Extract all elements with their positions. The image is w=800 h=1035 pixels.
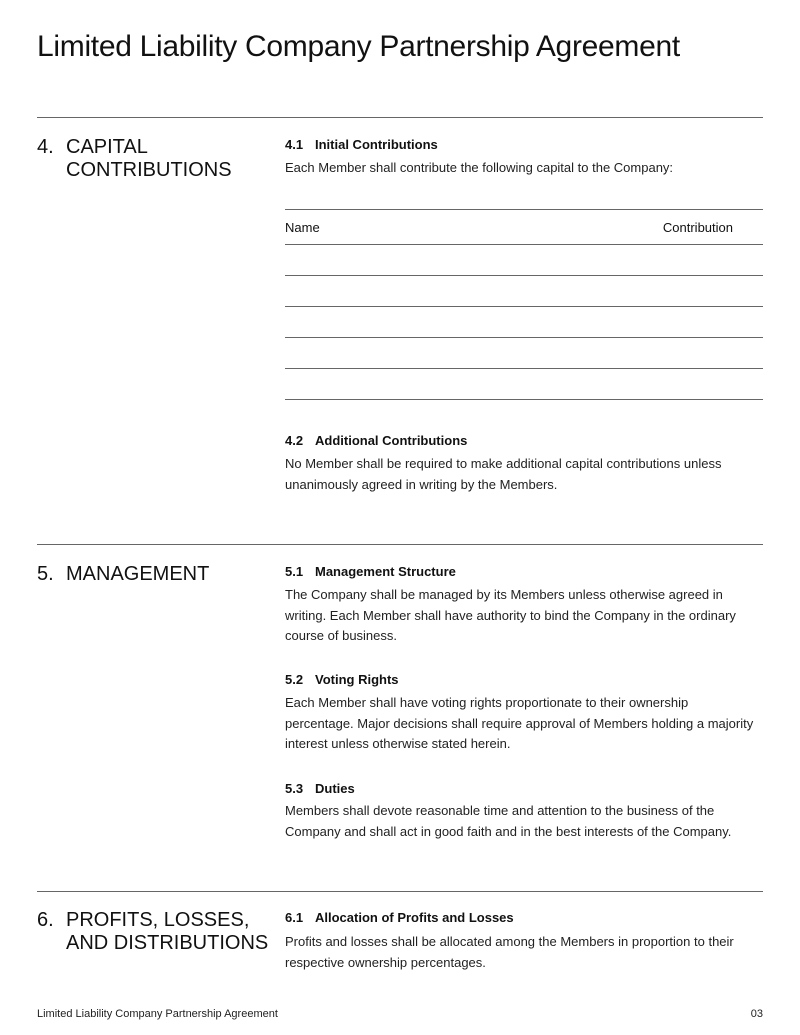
- section-divider: [37, 544, 763, 545]
- subsection-heading: [285, 910, 514, 925]
- page-number: 03: [750, 1008, 763, 1020]
- section-heading-line: PROFITS, LOSSES,: [66, 909, 250, 931]
- table-row[interactable]: [285, 306, 763, 307]
- table-row[interactable]: [285, 337, 763, 338]
- subsection-number: 5.1: [285, 564, 304, 579]
- subsection-heading: [285, 433, 467, 448]
- section-number: 5.: [37, 563, 54, 585]
- subsection-title: Additional Contributions: [315, 433, 468, 448]
- subsection-title: Initial Contributions: [315, 137, 438, 152]
- section-heading-line: CAPITAL: [66, 136, 148, 158]
- section-divider: [37, 117, 763, 118]
- section-heading: [66, 136, 232, 182]
- footer-title: Limited Liability Company Partnership Agreement: [37, 1008, 278, 1020]
- subsection-number: 5.3: [285, 781, 304, 796]
- subsection-heading: [285, 781, 355, 796]
- section-heading-line: AND DISTRIBUTIONS: [66, 932, 269, 954]
- subsection-number: 4.2: [285, 433, 304, 448]
- section-divider: [37, 891, 763, 892]
- subsection-number: 6.1: [285, 910, 304, 925]
- subsection-text: The Company shall be managed by its Members unless otherwise agreed in writing. Each Member shall have authority to bind the Company in the ordinary course of business.: [285, 587, 736, 643]
- subsection-title: Duties: [315, 781, 355, 796]
- subsection-heading: [285, 564, 456, 579]
- subsection-text: Members shall devote reasonable time and attention to the business of the Company and shall act in good faith and in the best interests of the Company.: [285, 803, 732, 839]
- document-title: Limited Liability Company Partnership Agreement: [37, 30, 680, 63]
- table-row[interactable]: [285, 275, 763, 276]
- subsection-text: Each Member shall contribute the following capital to the Company:: [285, 160, 674, 175]
- section-heading-line: MANAGEMENT: [66, 563, 210, 585]
- column-header-name: Name: [285, 220, 320, 235]
- subsection-title: Management Structure: [315, 564, 456, 579]
- table-row[interactable]: [285, 399, 763, 400]
- subsection-text: No Member shall be required to make additional capital contributions unless unanimously agreed in writing by the Members.: [285, 456, 722, 492]
- subsection-number: 5.2: [285, 672, 304, 687]
- column-header-contribution: Contribution: [662, 220, 733, 235]
- section-heading-line: CONTRIBUTIONS: [66, 159, 232, 181]
- subsection-text: Profits and losses shall be allocated among the Members in proportion to their respective ownership percentages.: [285, 934, 734, 970]
- subsection-number: 4.1: [285, 137, 304, 152]
- section-number: 4.: [37, 136, 54, 158]
- table-rule: [285, 209, 763, 210]
- subsection-text: Each Member shall have voting rights proportionate to their ownership percentage. Major decisions shall require approval of Members holding a majority interest unless otherwise stated herein.: [285, 695, 754, 751]
- subsection-heading: [285, 672, 399, 687]
- subsection-title: Voting Rights: [315, 672, 399, 687]
- section-heading: [66, 563, 209, 586]
- subsection-title: Allocation of Profits and Losses: [315, 910, 514, 925]
- section-number: 6.: [37, 909, 54, 931]
- subsection-heading: [285, 137, 438, 152]
- table-row[interactable]: [285, 368, 763, 369]
- table-rule: [285, 244, 763, 245]
- section-heading: [66, 909, 268, 955]
